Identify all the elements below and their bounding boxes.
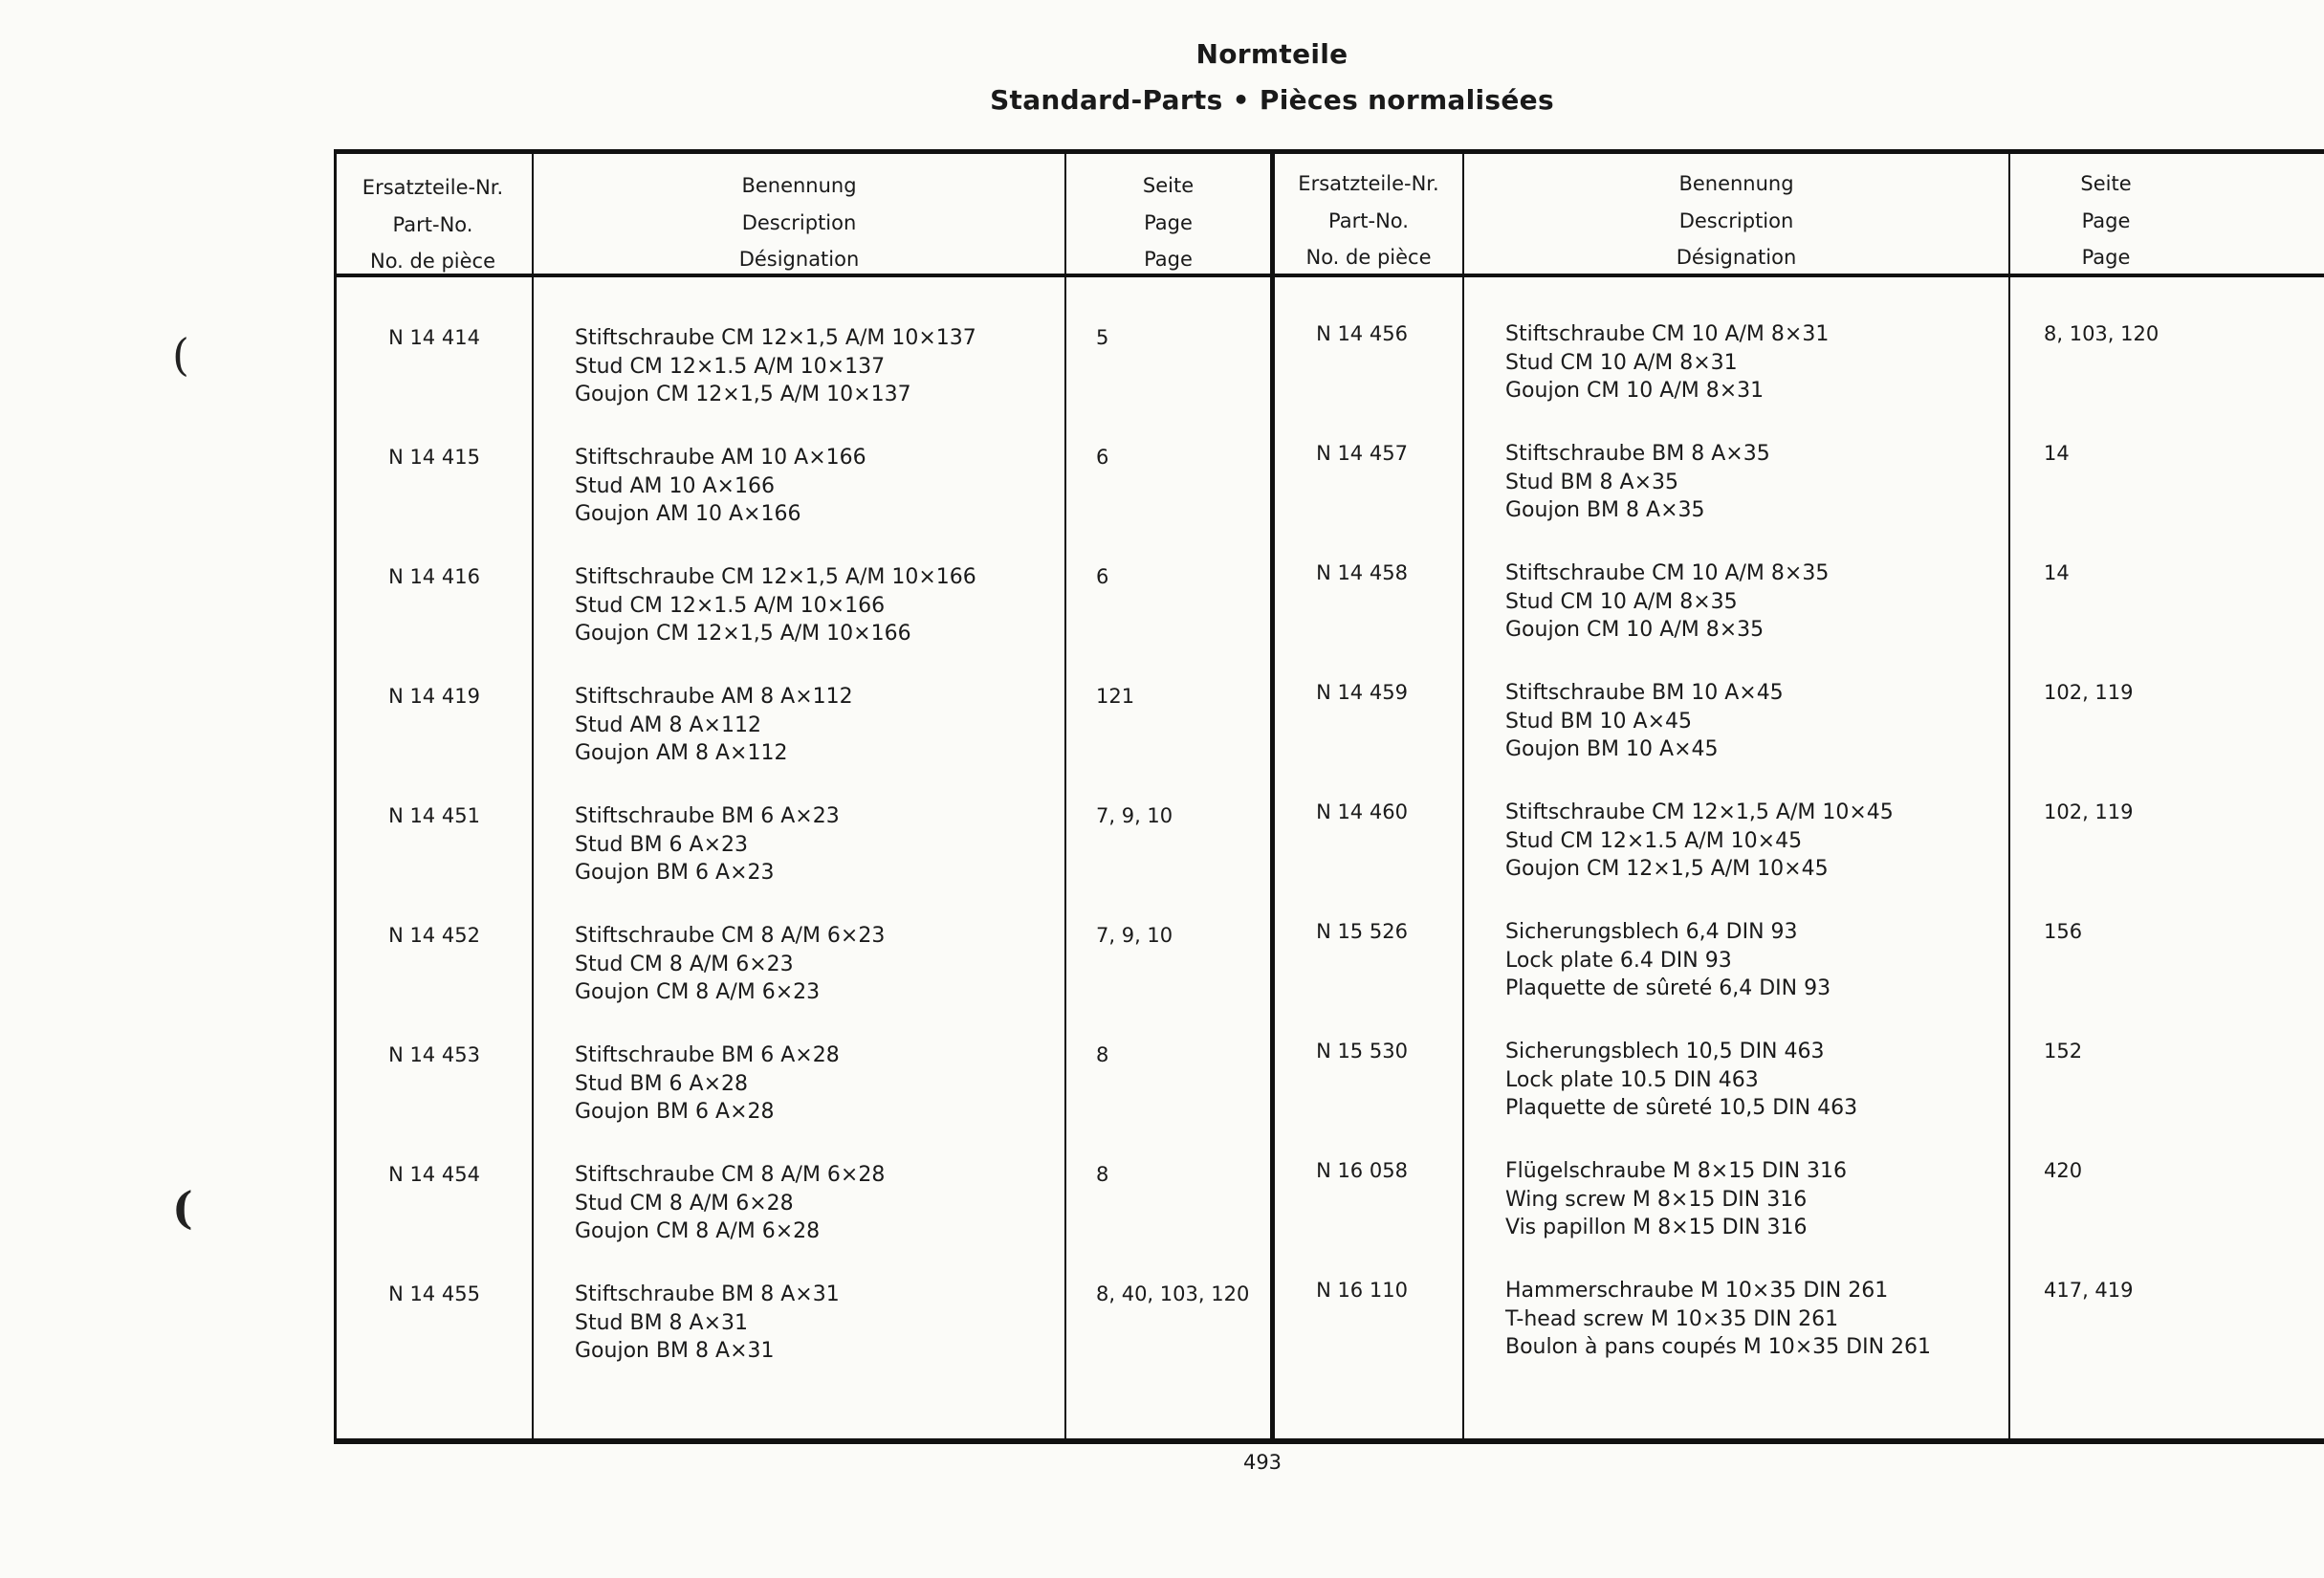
table-row	[334, 683, 2324, 802]
page-reference: 14	[2044, 442, 2070, 465]
page-reference: 121	[1096, 685, 1135, 708]
part-description	[1505, 559, 1829, 645]
page-number: 493	[1242, 1451, 1283, 1474]
part-description	[1505, 1277, 1931, 1362]
part-description	[1505, 320, 1829, 405]
part-number: N 14 455	[388, 1282, 480, 1305]
part-number: N 14 456	[1316, 322, 1408, 345]
page-reference: 152	[2044, 1040, 2083, 1063]
part-number: N 14 451	[388, 804, 480, 827]
part-description	[575, 802, 840, 888]
description-line: Stud BM 10 A×45	[1505, 709, 1693, 734]
page-reference: 8, 103, 120	[2044, 322, 2160, 345]
description-line: Stud AM 8 A×112	[575, 712, 761, 737]
page-reference: 8	[1096, 1163, 1109, 1186]
part-description	[575, 563, 976, 648]
description-line: Stiftschraube CM 12×1,5 A/M 10×137	[575, 326, 976, 350]
description-line: Stud CM 8 A/M 6×28	[575, 1191, 794, 1216]
description-line: Stiftschraube BM 10 A×45	[1505, 681, 1784, 705]
description-line: Stiftschraube BM 6 A×28	[575, 1043, 840, 1067]
page-reference: 156	[2044, 920, 2083, 943]
table-row	[334, 1161, 2324, 1281]
binding-hole-mark: (	[172, 1182, 193, 1234]
page-reference: 7, 9, 10	[1096, 804, 1173, 827]
description-line: Stiftschraube BM 6 A×23	[575, 804, 840, 828]
description-line: Goujon CM 12×1,5 A/M 10×137	[575, 383, 911, 406]
table-row	[334, 802, 2324, 922]
description-line: Goujon BM 6 A×23	[575, 861, 775, 885]
table-row	[334, 324, 2324, 444]
header-desc-right: Benennung Description Désignation	[1676, 172, 1797, 269]
table-row	[334, 1041, 2324, 1161]
part-number: N 14 457	[1316, 442, 1408, 465]
part-description	[575, 324, 976, 409]
part-description	[575, 1041, 840, 1127]
part-number: N 14 414	[388, 326, 480, 349]
description-line: Goujon AM 10 A×166	[575, 502, 801, 526]
description-line: Stud BM 6 A×23	[575, 832, 749, 857]
part-number: N 16 058	[1316, 1159, 1408, 1182]
part-description	[1505, 440, 1770, 525]
description-line: Stiftschraube BM 8 A×31	[575, 1282, 840, 1306]
page-reference: 14	[2044, 561, 2070, 584]
part-description	[1505, 1157, 1847, 1242]
part-description	[1505, 918, 1831, 1003]
description-line: Vis papillon M 8×15 DIN 316	[1505, 1216, 1808, 1239]
description-line: Goujon CM 12×1,5 A/M 10×45	[1505, 857, 1829, 881]
header-partno-right: Ersatzteile-Nr. Part-No. No. de pièce	[1298, 172, 1439, 269]
part-description	[1505, 799, 1894, 884]
description-line: Goujon BM 8 A×35	[1505, 498, 1705, 522]
part-number: N 14 419	[388, 685, 480, 708]
description-line: Hammerschraube M 10×35 DIN 261	[1505, 1279, 1889, 1303]
part-description	[575, 1281, 840, 1366]
page-reference: 6	[1096, 565, 1109, 588]
page-reference: 102, 119	[2044, 681, 2134, 704]
description-line: Stiftschraube CM 10 A/M 8×35	[1505, 561, 1830, 585]
table-row	[334, 444, 2324, 563]
header-page-right: Seite Page Page	[2080, 172, 2132, 269]
description-line: Stud CM 12×1.5 A/M 10×45	[1505, 828, 1803, 853]
description-line: Stud CM 8 A/M 6×23	[575, 952, 794, 976]
part-description	[575, 1161, 885, 1246]
description-line: Flügelschraube M 8×15 DIN 316	[1505, 1159, 1848, 1183]
part-number: N 14 453	[388, 1043, 480, 1066]
part-number: N 14 452	[388, 924, 480, 947]
part-description	[575, 922, 885, 1007]
description-line: Stiftschraube CM 8 A/M 6×28	[575, 1163, 886, 1187]
header-partno-left: Ersatzteile-Nr. Part-No. No. de pièce	[362, 176, 504, 273]
parts-table	[334, 149, 2324, 1444]
description-line: Stiftschraube BM 8 A×35	[1505, 442, 1770, 466]
description-line: Stiftschraube CM 12×1,5 A/M 10×166	[575, 565, 976, 589]
part-number: N 14 454	[388, 1163, 480, 1186]
description-line: Goujon BM 10 A×45	[1505, 737, 1719, 761]
description-line: Stud CM 10 A/M 8×31	[1505, 350, 1738, 375]
description-line: Stud CM 10 A/M 8×35	[1505, 589, 1738, 614]
description-line: Goujon BM 6 A×28	[575, 1100, 775, 1124]
header-desc-left: Benennung Description Désignation	[738, 174, 860, 271]
page-reference: 5	[1096, 326, 1109, 349]
description-line: Stud CM 12×1.5 A/M 10×166	[575, 593, 886, 618]
description-line: Goujon CM 10 A/M 8×35	[1505, 618, 1765, 642]
description-line: Goujon CM 8 A/M 6×28	[575, 1219, 821, 1243]
description-line: Stiftschraube CM 12×1,5 A/M 10×45	[1505, 800, 1894, 824]
description-line: Goujon CM 8 A/M 6×23	[575, 980, 821, 1004]
page-reference: 8, 40, 103, 120	[1096, 1282, 1250, 1305]
part-description	[1505, 1038, 1857, 1123]
part-number: N 14 460	[1316, 800, 1408, 823]
header-page-left: Seite Page Page	[1142, 174, 1195, 271]
binding-hole-mark: (	[172, 329, 189, 381]
description-line: Sicherungsblech 6,4 DIN 93	[1505, 920, 1798, 944]
description-line: Boulon à pans coupés M 10×35 DIN 261	[1505, 1335, 1932, 1359]
description-line: Goujon CM 12×1,5 A/M 10×166	[575, 622, 911, 646]
description-line: Stud CM 12×1.5 A/M 10×137	[575, 354, 886, 379]
description-line: Wing screw M 8×15 DIN 316	[1505, 1187, 1808, 1212]
page-reference: 417, 419	[2044, 1279, 2134, 1302]
part-description	[1505, 679, 1784, 764]
description-line: Sicherungsblech 10,5 DIN 463	[1505, 1040, 1825, 1063]
description-line: Lock plate 10.5 DIN 463	[1505, 1067, 1759, 1092]
description-line: Goujon CM 10 A/M 8×31	[1505, 379, 1765, 403]
description-line: Lock plate 6.4 DIN 93	[1505, 948, 1732, 973]
description-line: Plaquette de sûreté 10,5 DIN 463	[1505, 1096, 1858, 1120]
part-number: N 16 110	[1316, 1279, 1408, 1302]
description-line: Goujon AM 8 A×112	[575, 741, 788, 765]
part-number: N 14 459	[1316, 681, 1408, 704]
page-title: Normteile	[1195, 38, 1348, 70]
page-reference: 7, 9, 10	[1096, 924, 1173, 947]
table-row	[334, 1281, 2324, 1400]
page-reference: 102, 119	[2044, 800, 2134, 823]
part-description	[575, 444, 866, 529]
part-description	[575, 683, 853, 768]
part-number: N 14 458	[1316, 561, 1408, 584]
page-subtitle: Standard-Parts • Pièces normalisées	[990, 84, 1554, 116]
description-line: Stud BM 6 A×28	[575, 1071, 749, 1096]
part-number: N 15 526	[1316, 920, 1408, 943]
description-line: Stiftschraube AM 10 A×166	[575, 446, 866, 470]
table-row	[334, 922, 2324, 1041]
page-reference: 420	[2044, 1159, 2083, 1182]
table-body	[334, 324, 2324, 1400]
page-reference: 8	[1096, 1043, 1109, 1066]
description-line: Plaquette de sûreté 6,4 DIN 93	[1505, 976, 1831, 1000]
description-line: Goujon BM 8 A×31	[575, 1339, 775, 1363]
part-number: N 15 530	[1316, 1040, 1408, 1063]
description-line: Stud AM 10 A×166	[575, 473, 775, 498]
description-line: T-head screw M 10×35 DIN 261	[1505, 1306, 1839, 1331]
description-line: Stiftschraube AM 8 A×112	[575, 685, 853, 709]
part-number: N 14 415	[388, 446, 480, 469]
description-line: Stiftschraube CM 8 A/M 6×23	[575, 924, 886, 948]
description-line: Stud BM 8 A×31	[575, 1310, 749, 1335]
description-line: Stud BM 8 A×35	[1505, 470, 1679, 494]
table-row	[334, 563, 2324, 683]
page-reference: 6	[1096, 446, 1109, 469]
part-number: N 14 416	[388, 565, 480, 588]
description-line: Stiftschraube CM 10 A/M 8×31	[1505, 322, 1830, 346]
